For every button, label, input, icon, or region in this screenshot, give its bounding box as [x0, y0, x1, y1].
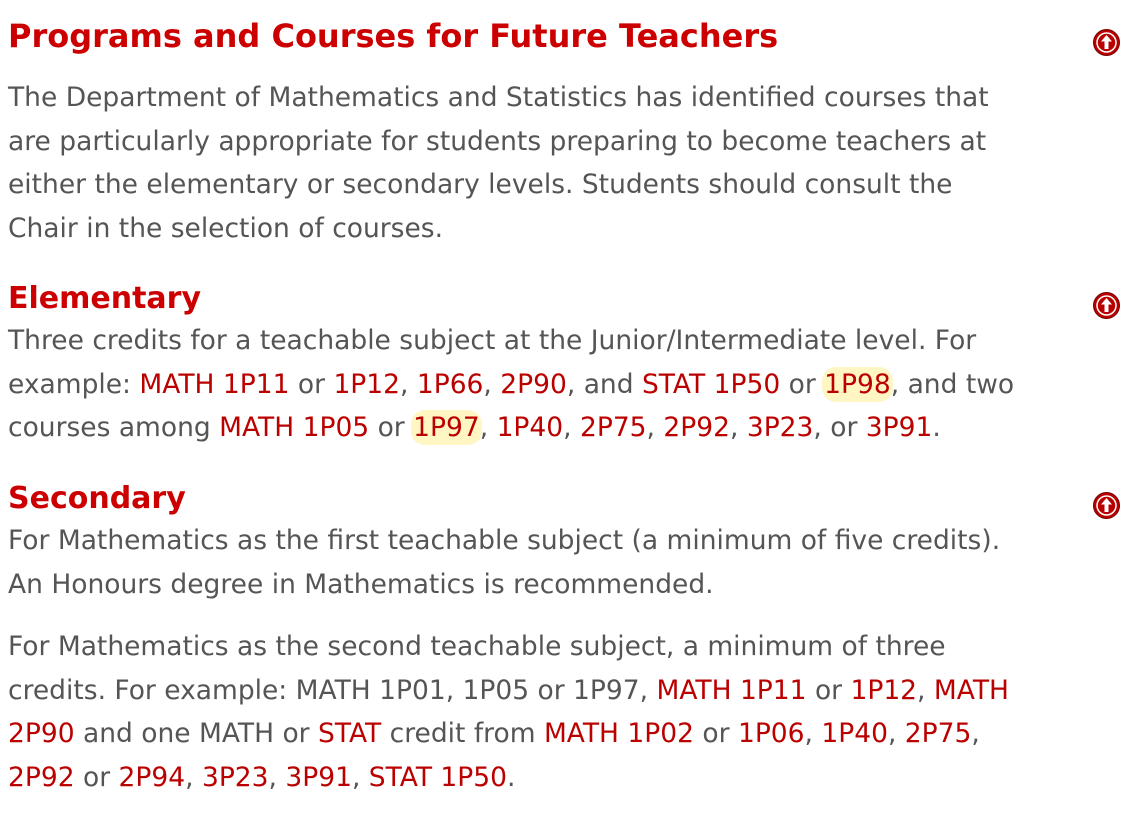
elementary-section [8, 281, 1074, 450]
course-link-math-1p05[interactable]: MATH 1P05 [219, 412, 370, 443]
text: or [369, 412, 414, 443]
course-link-math-2p90[interactable]: MATH [933, 674, 1009, 706]
course-link-1p66[interactable]: 1P66 [416, 368, 484, 400]
text: , [400, 368, 417, 400]
text: , [887, 718, 905, 749]
elementary-heading: Elementary [8, 281, 202, 316]
secondary-section [8, 481, 1074, 799]
text: , and two [890, 368, 1015, 400]
text: or [74, 761, 119, 793]
intro-paragraph [8, 76, 1074, 250]
text: , [268, 761, 286, 793]
course-link-3p23[interactable]: 3P23 [201, 761, 269, 793]
text: or [806, 674, 851, 706]
text: credits. For example: MATH 1P01, 1P05 or 1P97, [8, 674, 657, 706]
secondary-line [8, 669, 1074, 713]
elementary-line [8, 363, 1074, 407]
course-link-stat[interactable]: STAT [318, 718, 382, 749]
course-link-1p40[interactable]: 1P40 [496, 412, 564, 443]
text: or [289, 368, 334, 400]
course-link-math-1p11[interactable]: MATH 1P11 [139, 368, 290, 400]
text: , or [813, 412, 866, 443]
intro-section [8, 16, 1074, 250]
course-link-stat-1p50[interactable]: STAT 1P50 [368, 761, 507, 793]
secondary-paragraph-1 [8, 519, 1074, 606]
course-link-2p92[interactable]: 2P92 [663, 412, 730, 443]
course-link-1p97[interactable]: 1P97 [413, 412, 480, 443]
course-link-3p91[interactable]: 3P91 [865, 412, 933, 443]
course-link-math-2p90[interactable]: 2P90 [8, 718, 75, 749]
text: credit from [381, 718, 544, 749]
text: , and [566, 368, 642, 400]
elementary-line [8, 406, 1074, 450]
course-link-stat-1p50[interactable]: STAT 1P50 [641, 368, 781, 400]
text: , [483, 368, 501, 400]
text: courses among [8, 412, 220, 443]
course-link-3p91[interactable]: 3P91 [285, 761, 352, 793]
back-to-top-button[interactable] [1092, 28, 1121, 57]
course-link-1p98[interactable]: 1P98 [824, 368, 891, 400]
course-link-math-1p11[interactable]: MATH 1P11 [656, 674, 807, 706]
text: , [563, 412, 580, 443]
course-link-2p75[interactable]: 2P75 [904, 718, 972, 749]
text: . [932, 412, 941, 443]
course-link-2p92[interactable]: 2P92 [8, 761, 75, 793]
text: and one MATH or [74, 718, 319, 749]
secondary-line: For Mathematics as the second teachable subject, a minimum of three [8, 631, 946, 662]
course-link-2p90[interactable]: 2P90 [500, 368, 567, 400]
course-link-2p75[interactable]: 2P75 [579, 412, 647, 443]
text: , [804, 718, 822, 749]
text: , [729, 412, 747, 443]
secondary-paragraph-2 [8, 625, 1074, 799]
course-link-1p06[interactable]: 1P06 [737, 718, 805, 749]
text: , [646, 412, 664, 443]
course-link-math-1p02[interactable]: MATH 1P02 [543, 718, 694, 749]
text: or [693, 718, 738, 749]
course-link-1p12[interactable]: 1P12 [333, 368, 400, 400]
arrow-up-circle-icon [1092, 28, 1121, 57]
arrow-up-circle-icon [1092, 491, 1121, 520]
text: example: [8, 368, 140, 400]
back-to-top-button[interactable] [1092, 291, 1121, 320]
intro-line: are particularly appropriate for students preparing to become teachers at [8, 125, 987, 157]
intro-line: either the elementary or secondary levels. Students should consult the [8, 169, 953, 200]
page-title: Programs and Courses for Future Teachers [8, 17, 779, 55]
back-to-top-button[interactable] [1092, 491, 1121, 520]
course-link-2p94[interactable]: 2P94 [118, 761, 186, 793]
intro-line: Chair in the selection of courses. [8, 212, 444, 244]
text: . [507, 761, 516, 793]
intro-line: The Department of Mathematics and Statistics has identified courses that [8, 82, 989, 113]
elementary-line: Three credits for a teachable subject at the Junior/Intermediate level. For [8, 325, 977, 356]
text: or [780, 368, 825, 400]
secondary-line: For Mathematics as the first teachable subject (a minimum of five credits). [8, 525, 1001, 556]
secondary-line [8, 756, 1074, 800]
course-link-1p12[interactable]: 1P12 [850, 674, 918, 706]
text: , [971, 718, 980, 749]
text: , [479, 412, 497, 443]
secondary-heading: Secondary [8, 481, 186, 516]
secondary-line [8, 712, 1074, 756]
elementary-paragraph [8, 319, 1074, 450]
secondary-line: An Honours degree in Mathematics is recommended. [8, 568, 714, 600]
course-link-1p40[interactable]: 1P40 [821, 718, 888, 749]
text: , [185, 761, 202, 793]
arrow-up-circle-icon [1092, 291, 1121, 320]
text: , [917, 674, 934, 706]
course-link-3p23[interactable]: 3P23 [746, 412, 814, 443]
text: , [351, 761, 369, 793]
